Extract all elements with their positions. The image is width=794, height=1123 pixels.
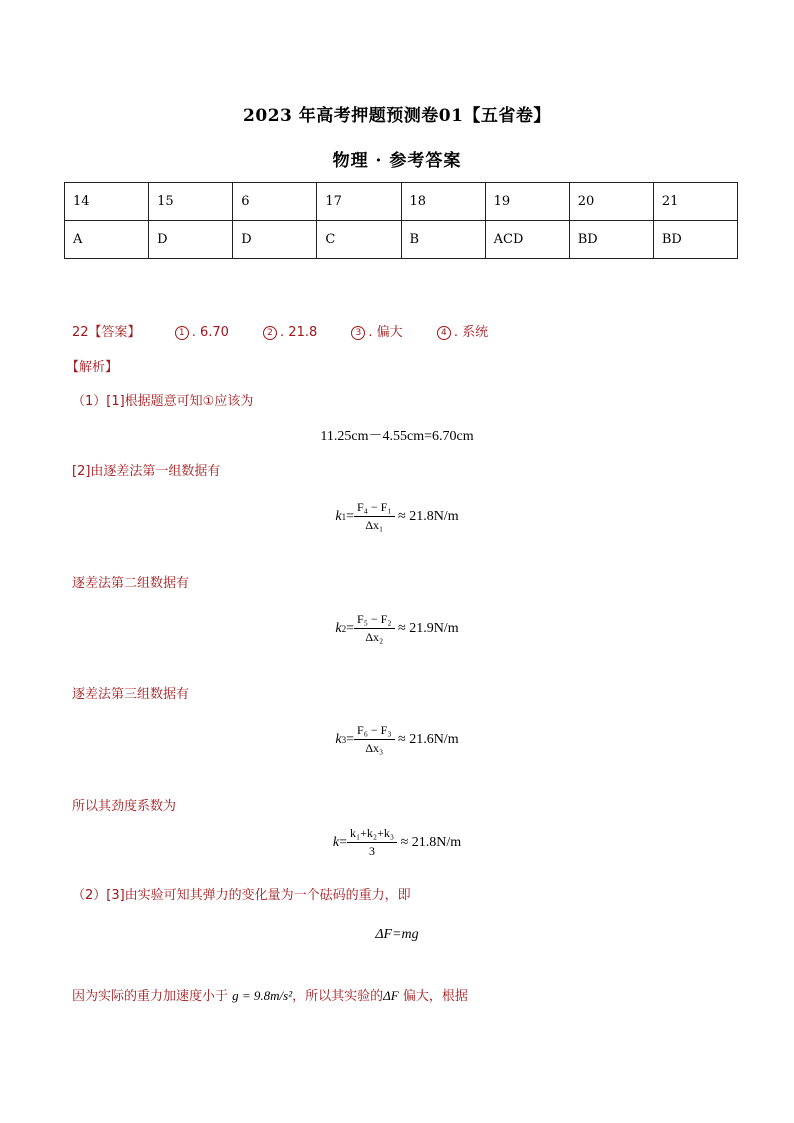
eq-rhs: ≈ 21.9N/m (398, 620, 459, 636)
text-segment: 因为实际的重力加速度小于 (72, 989, 233, 1004)
fraction-denominator: 3 (369, 844, 376, 858)
table-cell: 15 (149, 183, 233, 221)
q22-item-4 (437, 325, 488, 340)
circled-number: 4 (437, 326, 451, 340)
delta-f-symbol: ΔF (383, 988, 399, 1003)
table-cell: ACD (485, 221, 569, 259)
table-row-answers (65, 221, 738, 259)
paragraph-2: [2]由逐差法第一组数据有 (72, 464, 221, 479)
q22-item-3 (351, 325, 402, 340)
fraction-denominator: Δx₁ (365, 518, 384, 532)
fraction-denominator: Δx₃ (365, 741, 384, 755)
eq-text: ΔF=mg (375, 927, 419, 942)
fraction (354, 612, 394, 645)
paragraph-5: 所以其劲度系数为 (72, 799, 177, 814)
circled-number: 1 (175, 326, 189, 340)
eq-sub: 3 (341, 734, 347, 745)
analysis-label: 【解析】 (66, 360, 119, 375)
q22-item-1 (175, 325, 229, 340)
equation-k2: k 2 = $\frac{\text{F₅ − F₂}}{\text{Δx₂}}$ ≈ 21.9N/m (335, 612, 459, 644)
q22-item-2 (263, 325, 317, 340)
page-title: 2023 年高考押题预测卷01【五省卷】 (243, 106, 551, 126)
table-cell: BD (569, 221, 653, 259)
table-cell: D (149, 221, 233, 259)
table-cell: 21 (653, 183, 737, 221)
q22-answer-line (72, 321, 488, 340)
eq-lhs: k (335, 731, 342, 747)
circled-number: 3 (351, 326, 365, 340)
fraction-numerator: F₄ − F₁ (354, 500, 394, 517)
page-subtitle: 物理 · 参考答案 (332, 151, 462, 171)
fraction-numerator: F₆ − F₃ (354, 723, 394, 740)
q22-item-text: . 21.8 (280, 325, 318, 340)
table-cell: 17 (317, 183, 401, 221)
table-cell: C (317, 221, 401, 259)
eq-rhs: ≈ 21.8N/m (398, 508, 459, 524)
table-cell: 20 (569, 183, 653, 221)
q22-item-text: . 偏大 (368, 325, 403, 340)
eq-rhs: ≈ 21.6N/m (398, 731, 459, 747)
paragraph-4: 逐差法第三组数据有 (72, 687, 190, 702)
paragraph-3: 逐差法第二组数据有 (72, 576, 190, 591)
answer-table (64, 182, 738, 259)
fraction-numerator: F₅ − F₂ (354, 612, 394, 629)
text-segment: 偏大，根据 (398, 989, 468, 1004)
table-row-numbers (65, 183, 738, 221)
table-cell: 18 (401, 183, 485, 221)
eq-sub: 2 (341, 623, 347, 634)
fraction (354, 500, 394, 533)
text-segment: ，所以其实验的 (292, 989, 384, 1004)
paragraph-1: （1）[1]根据题意可知①应该为 (72, 394, 254, 409)
circled-number: 2 (263, 326, 277, 340)
table-cell: A (65, 221, 149, 259)
fraction-numerator: k₁+k₂+k₃ (347, 826, 397, 843)
q22-item-text: . 系统 (453, 325, 489, 340)
gravity-value: g = 9.8m/s² (232, 988, 293, 1003)
fraction (347, 826, 397, 859)
q22-item-text: . 6.70 (191, 325, 229, 340)
equation-length: 11.25cm－4.55cm=6.70cm (320, 429, 474, 444)
equation-delta-f (0, 927, 794, 943)
table-cell: 14 (65, 183, 149, 221)
eq-sub: 1 (341, 511, 347, 522)
table-cell: D (233, 221, 317, 259)
equation-k: k = $\frac{\text{k₁+k₂+k₃}}{3}$ ≈ 21.8N/m (332, 826, 462, 858)
eq-rhs: ≈ 21.8N/m (400, 834, 462, 850)
table-cell: BD (653, 221, 737, 259)
fraction-denominator: Δx₂ (365, 630, 384, 644)
fraction (354, 723, 394, 756)
eq-lhs: k (335, 620, 342, 636)
paragraph-6: （2）[3]由实验可知其弹力的变化量为一个砝码的重力，即 (72, 888, 411, 903)
q22-label: 22【答案】 (72, 325, 141, 340)
table-cell: B (401, 221, 485, 259)
equation-k1: k 1 = $\frac{\text{F₄ − F₁}}{\text{Δx₁}}$ ≈ 21.8N/m (335, 500, 459, 532)
equation-k3: k 3 = $\frac{\text{F₆ − F₃}}{\text{Δx₃}}$ ≈ 21.6N/m (335, 723, 459, 755)
paragraph-7 (72, 985, 468, 1004)
eq-lhs: k (332, 834, 340, 850)
table-cell: 6 (233, 183, 317, 221)
table-cell: 19 (485, 183, 569, 221)
eq-lhs: k (335, 508, 342, 524)
